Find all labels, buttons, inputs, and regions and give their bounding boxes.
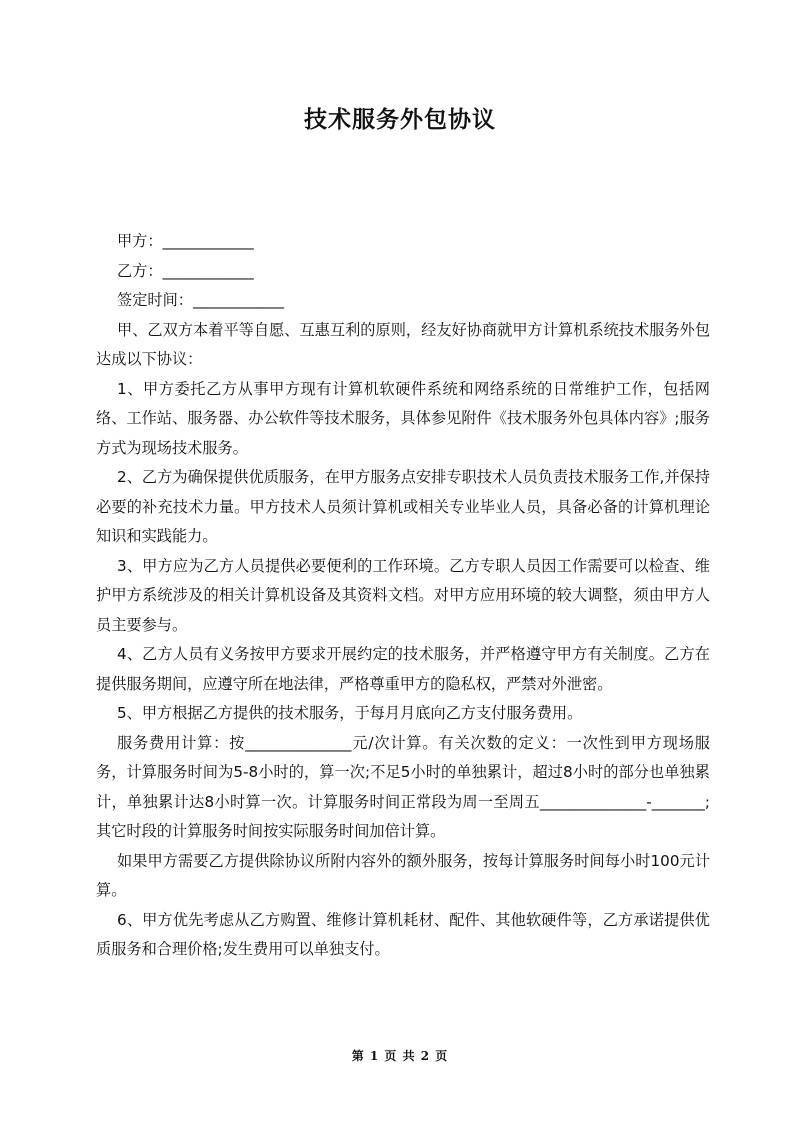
clause-5-paragraph: 5、甲方根据乙方提供的技术服务，于每月月底向乙方支付服务费用。 [117,704,583,722]
clause-6-paragraph: 6、甲方优先考虑从乙方购置、维修计算机耗材、配件、其他软硬件等，乙方承诺提供优质服务和合理价格;发生费用可以单独支付。 [96,910,710,958]
clause-4-paragraph: 4、乙方人员有义务按甲方要求开展约定的技术服务，并严格遵守甲方有关制度。乙方在提供服务期间，应遵守所在地法律，严格尊重甲方的隐私权，严禁对外泄密。 [96,645,710,693]
preamble-paragraph: 甲、乙双方本着平等自愿、互惠互利的原则，经友好协商就甲方计算机系统技术服务外包达成以下协议： [96,320,710,368]
clause-2-paragraph: 2、乙方为确保提供优质服务，在甲方服务点安排专职技术人员负责技术服务工作,并保持必要的补充技术力量。甲方技术人员须计算机或相关专业毕业人员，具备必备的计算机理论知识和实践能力。 [96,468,710,545]
document-title: 技术服务外包协议 [304,107,496,133]
clause-3-paragraph: 3、甲方应为乙方人员提供必要便利的工作环境。乙方专职人员因工作需要可以检查、维护甲方系统涉及的相关计算机设备及其资料文档。对甲方应用环境的较大调整，须由甲方人员主要参与。 [96,556,710,634]
fee-calculation-paragraph: 服务费用计算：按______________元/次计算。有关次数的定义：一次性到甲方现场服务，计算服务时间为5-8小时的，算一次;不足5小时的单独累计，超过8小时的部分也单独累计，单独累计达8小时算一次。计算服务时间正常段为周一至周五______________-_______;其它时段的计算服务时间按实际服务时间加倍计算。 [96,733,710,840]
party-a-field: 甲方：____________ [117,232,254,250]
party-b-field: 乙方：____________ [117,261,254,280]
clause-1-paragraph: 1、甲方委托乙方从事甲方现有计算机软硬件系统和网络系统的日常维护工作，包括网络、工作站、服务器、办公软件等技术服务，具体参见附件《技术服务外包具体内容》;服务方式为现场技术服务。 [96,379,710,457]
document-body [96,227,710,965]
extra-service-paragraph: 如果甲方需要乙方提供除协议所附内容外的额外服务，按每计算服务时间每小时100元计算。 [96,851,710,899]
signing-date-field: 签定时间：____________ [117,291,285,309]
page-number-footer: 第 1 页 共 2 页 [351,1049,449,1063]
